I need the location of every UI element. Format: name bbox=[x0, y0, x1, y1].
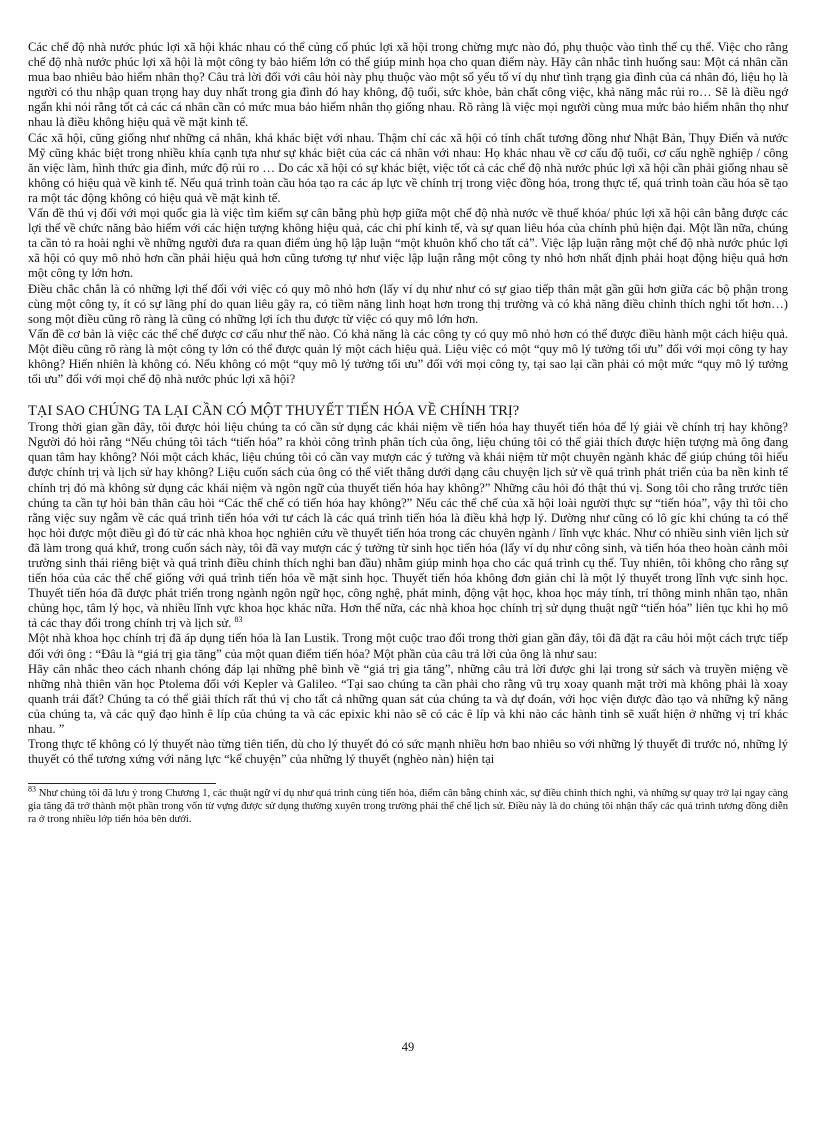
paragraph: Điều chắc chắn là có những lợi thế đối với việc có quy mô nhỏ hơn (lấy ví dụ như như có sự giao tiếp thân mật gần gũi hơn giữa các bộ phận trong cùng một công ty, ít có sự lãng phí do quan liêu gây ra, có tiềm năng linh hoạt hơn trong thị trường và có khả năng điều chỉnh thích nghi tốt hơn…) song một điều cũng rõ ràng là cũng có những lợi ích thu được từ việc có quy mô lớn hơn. bbox=[28, 281, 788, 326]
paragraph: Trong thực tế không có lý thuyết nào từng tiên tiến, dù cho lý thuyết đó có sức mạnh nhiều hơn bao nhiêu so với những lý thuyết đi trước nó, những lý thuyết có thể tương xứng với năng lực “kể chuyện” của những lý thuyết (nghèo nàn) hiện tại bbox=[28, 737, 788, 767]
paragraph: Vấn đề thú vị đối với mọi quốc gia là việc tìm kiếm sự cân bằng phù hợp giữa một chế độ nhà nước về thuế khóa/ phúc lợi xã hội cân bằng được các lợi thế về chức năng bảo hiểm với các hiện tượng không hiệu quả, các chi phí kinh tế, và sự quan liêu hóa của chính phủ hiện đại. Một lần nữa, chúng ta cần tỏ ra hoài nghi về những người đưa ra quan điểm ủng hộ lập luận “một khuôn khổ cho tất cả”. Việc lập luận rằng một chế độ nhà nước phúc lợi xã hội có quy mô nhỏ hơn cần phải hiệu quả hơn cũng tương tự như việc lập luận rằng một công ty nhỏ hơn nhất định phải hoạt động hiệu quả hơn một công ty lớn hơn. bbox=[28, 206, 788, 281]
footnote-divider bbox=[28, 783, 216, 784]
paragraph-text: Trong thời gian gần đây, tôi được hỏi liệu chúng ta có cần sử dụng các khái niệm về tiến hóa hay thuyết tiến hóa để lý giải về chính trị hay không? Người đó hỏi rằng “Nếu chúng tôi tách “tiến hóa” ra khỏi công trình phân tích của ông, liệu chúng tôi có thể giải thích được hiện tượng mà ông đang quan tâm hay không? Nói một cách khác, liệu chúng tôi có cần vay mượn các ý tưởng và khái niệm từ một chuyên ngành khác để giúp chúng tôi hiểu được chính trị và lịch sử hay không? Liệu cuốn sách của ông có thể viết thẳng dưới dạng câu chuyện lịch sử về quá trình phát triển của ba nền kinh tế chính trị đó mà không sử dụng các khái niệm và ngôn ngữ của thuyết tiến hóa hay không?” Những câu hỏi đó thật thú vị. Song tôi cho rằng trước tiên chúng ta cần tự hỏi bản thân câu hỏi “Các thể chế có tiến hóa hay không?” Nếu các thể chế của xã hội loài người thực sự “tiến hóa”, vậy thì tôi cho rằng việc suy ngẫm về các quá trình tiến hóa với tư cách là các quá trình tiến hóa là điều khả hợp lý. Dường như cũng có lô gíc khi chúng ta có thể học hỏi được một điều gì đó từ các nhà khoa học nghiên cứu về thuyết tiến hóa trong các chuyên ngành / lĩnh vực khác. Như có nhiều sinh viên lịch sử đã làm trong quá khứ, trong cuốn sách này, tôi đã vay mượn các ý tưởng từ sinh học tiến hóa (lấy ví dụ như công sinh, và tiến hóa theo hoàn cảnh môi trường sinh thái riêng biệt và quá trình điều chỉnh thích nghi ban đầu) nhằm giúp minh họa cho các quá trình cụ thể. Tuy nhiên, tôi không cho rằng sự tiến hóa của các thể chế giống với quá trình tiến hóa về mặt sinh học. Thuyết tiến hóa không đơn giản chỉ là một lý thuyết trong lĩnh vực sinh học. Thuyết tiến hóa đã được phát triển trong ngành ngôn ngữ học, công nghệ, phát minh, động vật học, khoa học máy tính, trí thông minh nhân tạo, nhân chủng học, tâm lý học, và nhiều lĩnh vực khoa học khác nữa. Hơn thế nữa, các nhà khoa học chính trị sử dụng thuật ngữ “tiến hóa” liên tục khi họ mô tả các thay đổi trong chính trị và lịch sử. bbox=[28, 420, 789, 631]
paragraph: Các chế độ nhà nước phúc lợi xã hội khác nhau có thể củng cố phúc lợi xã hội trong chừng mực nào đó, phụ thuộc vào tình thế cụ thể. Việc cho rằng chế độ nhà nước phúc lợi xã hội là một công ty bảo hiểm lớn có thể giúp minh họa cho quan điểm này. Hãy cân nhắc tình huống sau: Một cá nhân cần mua bao nhiêu bảo hiểm nhân thọ? Câu trả lời đối với câu hỏi này phụ thuộc vào một số yếu tố ví dụ như tình trạng gia đình của cá nhân đó, liệu họ là người có thu nhập quan trọng hay duy nhất trong gia đình đó hay không, độ tuổi, sức khỏe, bản chất công việc, khả năng mắc rủi ro… Sẽ là điều ngớ ngẩn khi nói rằng tốt cả các cá nhân cần có mức mua bảo hiểm nhân thọ giống nhau. Rõ ràng là việc mọi người cùng mua mức bảo hiểm nhân thọ như nhau là điều không hiệu quả về mặt kinh tế. bbox=[28, 40, 788, 130]
footnote-text: Như chúng tôi đã lưu ý trong Chương 1, các thuật ngữ ví dụ như quá trình cùng tiến hóa, điểm cân bằng chính xác, sự điều chỉnh thích nghi, và những sự quay trở lại ngay càng gia tăng đã trở thành một phần trong vốn từ vựng được sử dụng thường xuyên trong trường phái thể chế lịch sử. Điều này là do chúng tôi nhận thấy các quá trình tương đồng diễn ra ở trong nhiều lớp tiến hóa bên dưới. bbox=[28, 788, 788, 825]
paragraph bbox=[28, 420, 788, 631]
document-page bbox=[28, 40, 788, 826]
page-number: 49 bbox=[401, 1040, 415, 1054]
section-heading: TẠI SAO CHÚNG TA LẠI CẦN CÓ MỘT THUYẾT TIẾN HÓA VỀ CHÍNH TRỊ? bbox=[28, 403, 520, 420]
footnote-reference[interactable]: 83 bbox=[234, 615, 243, 625]
footnote-number: 83 bbox=[28, 784, 36, 794]
paragraph: Vấn đề cơ bản là việc các thể chế được cơ cấu như thế nào. Có khả năng là các công ty có quy mô nhỏ hơn có thể được điều hành một cách hiệu quả. Một điều cũng rõ ràng là một công ty lớn có thể được quản lý một cách hiệu quả. Liệu việc có một “quy mô lý tưởng tối ưu” đối với mọi công ty hay không? Hiển nhiên là không có. Nếu không có một “quy mô lý tưởng tối ưu” đối với mọi công ty, tại sao lại cần phải có một mức “quy mô lý tưởng tối ưu” đối với mọi chế độ nhà nước phúc lợi xã hội? bbox=[28, 326, 788, 387]
block-quote: Hãy cân nhắc theo cách nhanh chóng đáp lại những phê bình về “giá trị gia tăng”, những câu trả lời được ghi lại trong sử sách và truyền miệng về những nhà thiên văn học Ptolema đối với Kepler và Galileo. “Tại sao chúng ta cần phải cho rằng vũ trụ xoay quanh mặt trời mà không phải là xoay quanh trái đất? Chúng ta có thể giải thích rất thú vị cho tất cả những quan sát của chúng ta và dự đoán, với học viện được đào tạo và những kỹ năng của chúng ta, và các quỹ đạo hình ê líp của chúng ta và các epixic khi nào sẽ có các ê líp và khi nào các hành tinh sẽ xuất hiện ở những vị trí khác nhau. ” bbox=[28, 661, 788, 737]
paragraph: Một nhà khoa học chính trị đã áp dụng tiến hóa là Ian Lustik. Trong một cuộc trao đổi trong thời gian gần đây, tôi đã đặt ra câu hỏi một cách trực tiếp đối với ông : “Đâu là “giá trị gia tăng” của một quan điểm tiến hóa? Một phần của câu trả lời của ông là như sau: bbox=[28, 631, 788, 661]
footnote bbox=[28, 784, 788, 826]
paragraph: Các xã hội, cũng giống như những cá nhân, khá khác biệt với nhau. Thậm chí các xã hội có tính chất tương đồng như Nhật Bản, Thụy Điển và nước Mỹ cũng khác biệt trong nhiều khía cạnh tựa như sự khác biệt của các cá nhân với nhau: Họ khác nhau về cơ cấu độ tuổi, cơ cấu nghề nghiệp / công ăn việc làm, hình thức gia đình, mức độ rủi ro … Do các xã hội có sự khác biệt, việc tốt cả các chế độ nhà nước phúc lợi xã hội cần phải giống nhau sẽ không có hiệu quả về kinh tế. Nếu quá trình toàn cầu hóa tạo ra các áp lực về chính trị trong việc đồng hóa, trong thực tế, quá trình toàn cầu hóa sẽ tạo ra một tác động không có hiệu quả về mặt kinh tế. bbox=[28, 130, 788, 205]
